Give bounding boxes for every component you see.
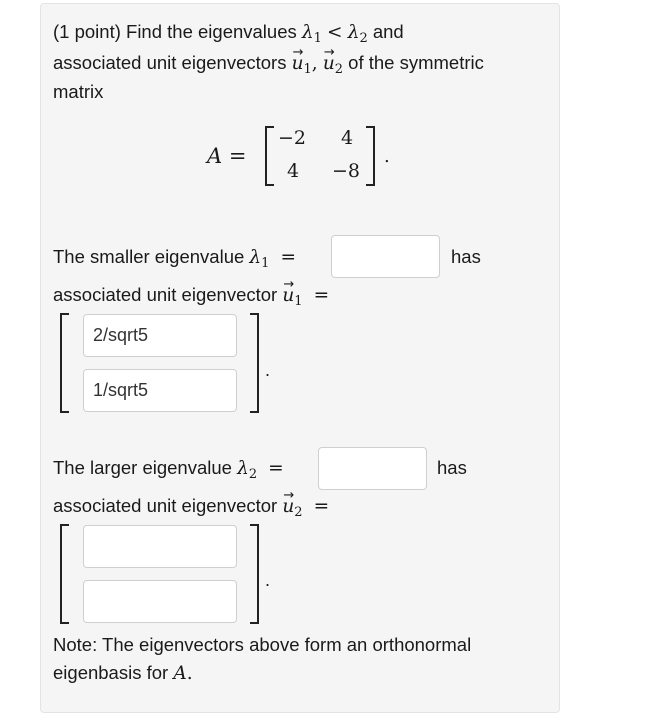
note-line-2: eigenbasis for A.	[53, 662, 193, 684]
intro-text-b: associated unit eigenvectors	[53, 52, 287, 73]
u1-vector-symbol: → $u_1$	[292, 53, 312, 74]
lambda-2-symbol: $\lambda_2$	[347, 22, 368, 46]
matrix-period: .	[384, 146, 390, 167]
smaller-eigenvalue-label: The smaller eigenvalue $\lambda_1$ =	[53, 246, 296, 271]
problem-line-1	[53, 20, 404, 47]
smaller-eigenvalue-input[interactable]	[331, 235, 440, 278]
lambda-1-symbol: $\lambda_1$	[301, 22, 322, 46]
matrix-right-bracket	[366, 126, 375, 186]
matrix-cell-r1c1: −2	[278, 127, 307, 149]
larger-vector-right-bracket	[250, 524, 259, 624]
smaller-vector-left-bracket	[60, 313, 69, 413]
larger-has-text: has	[437, 457, 467, 478]
larger-vector-entry-1[interactable]	[83, 525, 237, 568]
matrix-cell-r2c2: −8	[332, 160, 361, 182]
larger-eigenvalue-input[interactable]	[318, 447, 427, 490]
note-line-1: Note: The eigenvectors above form an orthonormal	[53, 634, 472, 655]
matrix-left-bracket	[265, 126, 274, 186]
larger-vector-left-bracket	[60, 524, 69, 624]
comma: ,	[311, 53, 318, 74]
smaller-eigenvector-label: associated unit eigenvector → $u_1$ =	[53, 283, 329, 310]
smaller-has-text: has	[451, 246, 481, 267]
intro-text-c: of the symmetric	[348, 52, 484, 73]
larger-eigenvector-label: associated unit eigenvector → $u_2$ =	[53, 494, 329, 521]
smaller-vector-entry-2[interactable]	[83, 369, 237, 412]
larger-vector-period: .	[265, 570, 271, 590]
smaller-vector-right-bracket	[250, 313, 259, 413]
smaller-vector-period: .	[265, 360, 271, 380]
less-than-symbol: <	[327, 22, 343, 43]
matrix-name: A =	[207, 144, 247, 168]
matrix-cell-r2c1: 4	[287, 160, 300, 182]
and-text: and	[372, 21, 404, 42]
smaller-vector-entry-1[interactable]	[83, 314, 237, 357]
matrix-cell-r1c2: 4	[341, 127, 354, 149]
u2-vector-symbol: → $u_2$	[323, 53, 343, 74]
intro-text: Find the eigenvalues	[126, 21, 297, 42]
larger-vector-entry-2[interactable]	[83, 580, 237, 623]
problem-line-3: matrix	[53, 81, 104, 102]
points-label: (1 point)	[53, 21, 121, 42]
larger-eigenvalue-label: The larger eigenvalue $\lambda_2$ =	[53, 457, 284, 482]
problem-line-2	[53, 51, 484, 78]
